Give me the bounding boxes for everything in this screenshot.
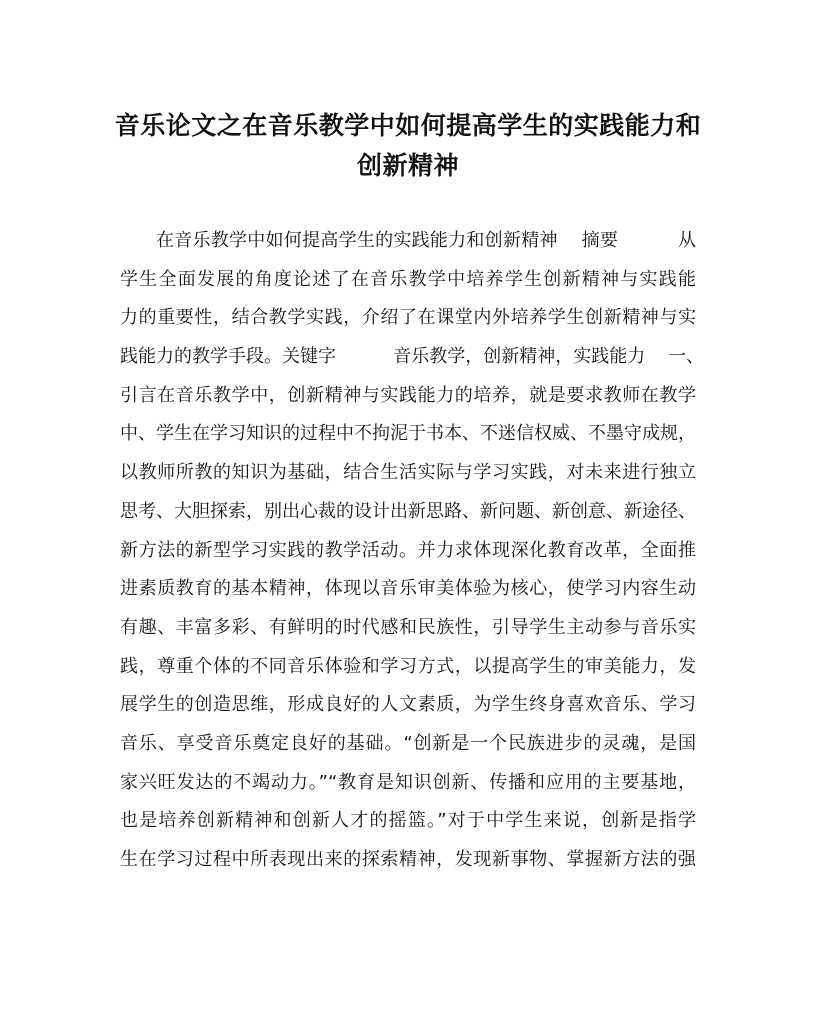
body-line: 新方法的新型学习实践的教学活动。并力求体现深化教育改革，全面推 — [120, 539, 696, 561]
body-line: 家兴旺发达的不竭动力。”“教育是知识创新、传播和应用的主要基地， — [120, 771, 696, 793]
body-line: 也是培养创新精神和创新人才的摇篮。”对于中学生来说，创新是指学 — [120, 810, 696, 832]
body-line: 进素质教育的基本精神，体现以音乐审美体验为核心，使学习内容生动 — [120, 578, 696, 600]
body-line: 践，尊重个体的不同音乐体验和学习方式，以提高学生的审美能力，发 — [120, 655, 696, 677]
body-line: 有趣、丰富多彩、有鲜明的时代感和民族性，引导学生主动参与音乐实 — [120, 616, 696, 638]
body-line: 践能力的教学手段。关键字 音乐教学，创新精神，实践能力 一、 — [120, 346, 705, 368]
body-line: 力的重要性，结合教学实践，介绍了在课堂内外培养学生创新精神与实 — [120, 307, 696, 329]
document-body — [120, 222, 705, 880]
body-line: 音乐、享受音乐奠定良好的基础。“创新是一个民族进步的灵魂，是国 — [120, 732, 696, 754]
body-line: 展学生的创造思维，形成良好的人文素质，为学生终身喜欢音乐、学习 — [120, 694, 696, 716]
document-title-line-2: 创新精神 — [356, 151, 459, 180]
body-line: 生在学习过程中所表现出来的探索精神，发现新事物、掌握新方法的强 — [120, 849, 696, 870]
body-line: 引言在音乐教学中，创新精神与实践能力的培养，就是要求教师在教学 — [120, 384, 696, 406]
body-line: 思考、大胆探索，别出心裁的设计出新思路、新问题、新创意、新途径、 — [120, 500, 696, 522]
body-line: 以教师所教的知识为基础，结合生活实际与学习实践，对未来进行独立 — [120, 462, 696, 484]
body-line: 在音乐教学中如何提高学生的实践能力和创新精神 摘要 从 — [156, 230, 696, 251]
body-line: 中、学生在学习知识的过程中不拘泥于书本、不迷信权威、不墨守成规， — [120, 423, 696, 445]
body-line: 学生全面发展的角度论述了在音乐教学中培养学生创新精神与实践能 — [120, 268, 696, 290]
document-title-line-1: 音乐论文之在音乐教学中如何提高学生的实践能力和 — [114, 111, 702, 140]
